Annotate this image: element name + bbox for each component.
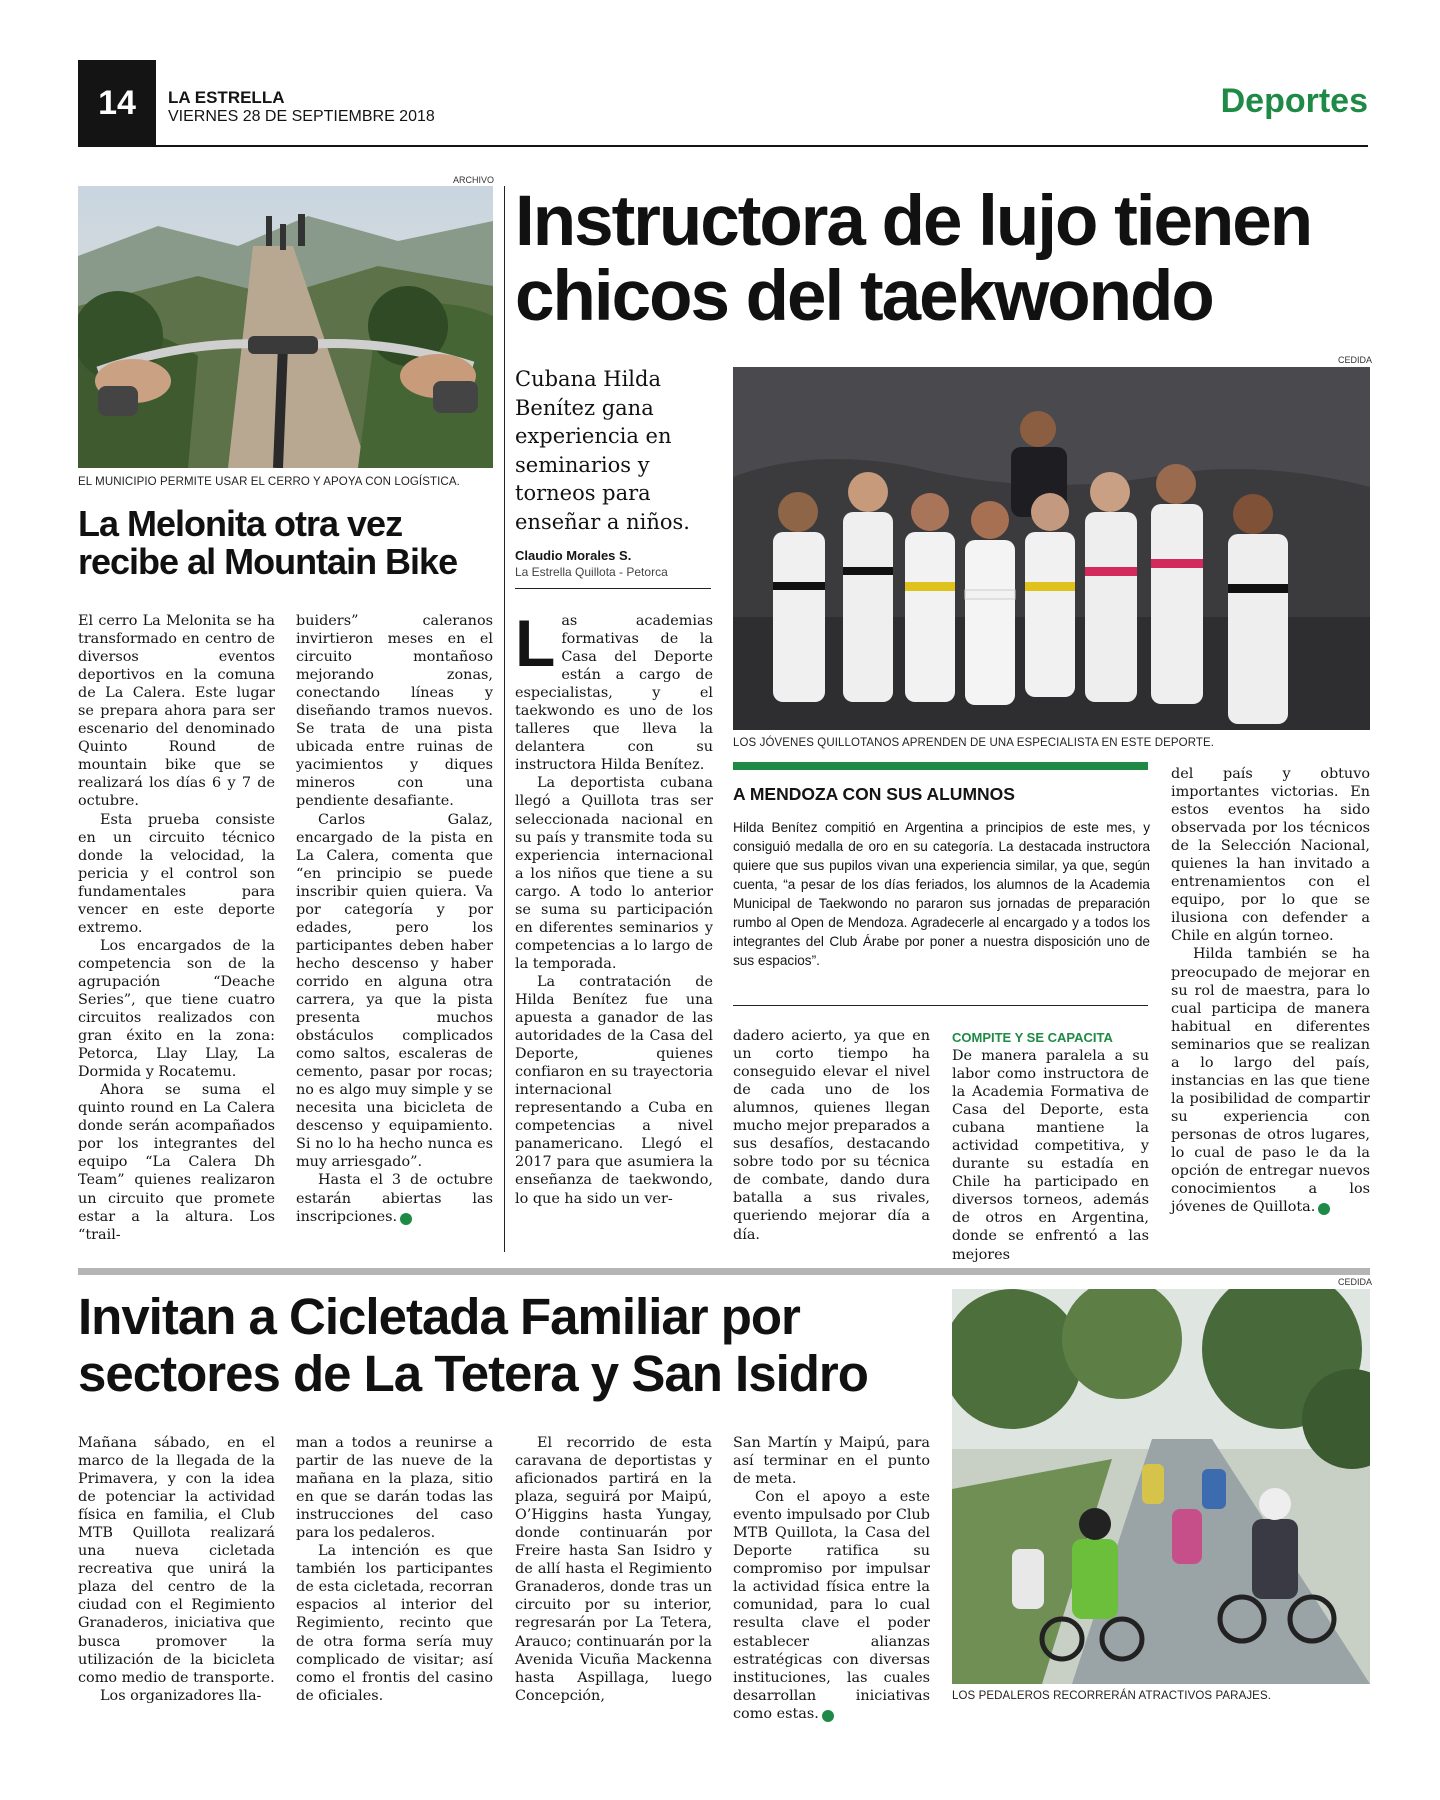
paragraph: Carlos Galaz, encargado de la pista en La Calera, comenta que “en principio se puede inscribir quien quiera. Va por categoría y por edades, pero los participantes deben haber hecho descenso y haber corrido en alguna otra carrera, ya que la pista presenta muchos obstáculos complicados como saltos, escaleras de cemento, pasar por rocas; no es algo muy simple y se necesita una bicicleta de descenso y equipamiento. Si no lo ha hecho nunca es muy arriesgado”. (296, 811, 493, 1171)
paragraph-text: Hilda también se ha preocupado de mejorar en su rol de maestra, para lo cual participa de manera habitual en diferentes seminarios que se realizan a lo largo del país, instancias en las que tiene la posibilidad de compartir su experiencia con personas de otros lugares, lo cual de paso le da la opción de entregar nuevos conocimientos a los jóvenes de Quillota. (1171, 946, 1370, 1216)
paragraph: Esta prueba consiste en un circuito técnico donde la velocidad, la pericia y el control son fundamentales para vencer en este deporte extremo. (78, 811, 275, 936)
melonita-column-2 (296, 612, 493, 1226)
paragraph-text: Hasta el 3 de octubre estarán abiertas las inscripciones. (296, 1172, 493, 1225)
paragraph (733, 1488, 930, 1723)
photo-credit: CEDIDA (1338, 1277, 1373, 1287)
page-number: 14 (78, 60, 156, 146)
paragraph: De manera paralela a su labor como instructora de la Academia Formativa de Casa del Deporte, esta cubana mantiene la actividad competitiva, y durante su estadía en Chile ha participado en diversos torneos, además de otros en Argentina, donde se enfrentó a las mejores (952, 1048, 1149, 1263)
paragraph-text: as academias formativas de la Casa del Deporte están a cargo de especialistas, y el taekwondo es uno de los talleres que lleva la delantera con su instructora Hilda Benítez. (515, 613, 713, 774)
melonita-column-1 (78, 612, 275, 1244)
paragraph: San Martín y Maipú, para así terminar en el punto de meta. (733, 1435, 930, 1488)
paragraph (515, 606, 713, 774)
photo-caption: LOS PEDALEROS RECORRERÁN ATRACTIVOS PARAJES. (952, 1690, 1272, 1702)
paragraph: El recorrido de esta caravana de deportistas y aficionados partirá en la plaza, seguirá por Maipú, O’Higgins hasta Yungay, donde continuarán por Freire hasta San Isidro y de allí hasta el Regimiento Granaderos, donde tras un circuito por su interior, regresarán por La Tetera, Arauco; continuarán por la Avenida Vicuña Mackenna hasta Aspillaga, luego Concepción, (515, 1435, 712, 1704)
cyclists-illustration (952, 1289, 1370, 1684)
cicletada-photo (952, 1289, 1370, 1684)
mountain-bike-photo (78, 186, 493, 468)
circled-check-icon: ✓ (822, 1710, 834, 1722)
photo-caption: LOS JÓVENES QUILLOTANOS APRENDEN DE UNA ESPECIALISTA EN ESTE DEPORTE. (733, 737, 1215, 749)
taekwondo-group-photo (733, 367, 1370, 730)
photo-caption: EL MUNICIPIO PERMITE USAR EL CERRO Y APOYA CON LOGÍSTICA. (78, 476, 460, 488)
drop-cap: L (515, 606, 556, 680)
paragraph: del país y obtuvo importantes victorias. En estos eventos ha sido observada por los técnicos de la Selección Nacional, quienes la han invitado a entrenamientos con el equipo, por lo que se ilusiona con defender a Chile en algún torneo. (1171, 766, 1370, 945)
paragraph: man a todos a reunirse a partir de las nueve de la mañana en la plaza, sitio en que se darán todas las instrucciones del caso para los pedaleros. (296, 1435, 493, 1542)
paragraph: Mañana sábado, en el marco de la llegada de la Primavera, y con la idea de potenciar la actividad física en familia, el Club MTB Quillota realizará una nueva cicletada recreativa que unirá la plaza del centro de la ciudad con el Regimiento Granaderos, iniciativa que busca promover la utilización de la bicicleta como medio de transporte. (78, 1435, 275, 1686)
subhead: COMPITE Y SE CAPACITA (952, 1030, 1113, 1045)
box-accent-bar (733, 762, 1148, 770)
issue-date: VIERNES 28 DE SEPTIEMBRE 2018 (168, 108, 435, 125)
author-name: Claudio Morales S. (515, 548, 632, 563)
cicletada-column-2 (296, 1434, 493, 1705)
paragraph: El cerro La Melonita se ha transformado en centro de diversos eventos deportivos en la comuna de La Calera. Este lugar se prepara ahora para ser escenario del denominado Quinto Round de mountain bike que se realizará los días 6 y 7 de octubre. (78, 613, 275, 810)
headline-melonita: La Melonita otra vez recibe al Mountain Bike (78, 503, 458, 582)
paragraph: La deportista cubana llegó a Quillota tras ser seleccionada nacional en su país y transmite toda su experiencia internacional a los niños que tiene a su cargo. A todo lo anterior se suma su participación en diferentes seminarios y competencias a lo largo de la temporada. (515, 775, 713, 972)
section-divider (78, 1268, 1370, 1275)
box-bottom-rule (733, 1005, 1148, 1006)
box-text: Hilda Benítez compitió en Argentina a principios de este mes, y consiguió medalla de oro en su categoría. La destacada instructora quiere que sus pupilos vivan una experiencia similar, ya que, según cuenta, “a pesar de los días feriados, los alumnos de la Academia Municipal de Taekwondo no pararon sus jornadas de preparación rumbo al Open de Mendoza. Agradecerle al encargado y a todos los integrantes del Club Árabe por poner a nuestra disposición uno de sus espacios”. (733, 820, 1150, 968)
taekwondo-column-4 (1171, 765, 1370, 1216)
circled-check-icon: ✓ (1318, 1203, 1330, 1215)
taekwondo-column-1 (515, 606, 713, 1208)
byline-rule (515, 588, 711, 589)
paper-name: LA ESTRELLA (168, 88, 285, 107)
paragraph: La contratación de Hilda Benítez fue una apuesta a ganador de las autoridades de la Casa del Deporte, quienes confiaron en su trayectoria internacional representando a Cuba en competencias a nivel panamericano. Llegó el 2017 para que asumiera la enseñanza de taekwondo, lo que ha sido un ver- (515, 973, 713, 1207)
headline-taekwondo: Instructora de lujo tienen chicos del taekwondo (515, 182, 1312, 336)
paragraph: La intención es que también los participantes de esta cicletada, recorran espacios al interior del Regimiento, recinto que de otra forma sería muy complicado de visitar; así como el frontis del casino de oficiales. (296, 1543, 493, 1704)
paragraph-text: Con el apoyo a este evento impulsado por Club MTB Quillota, la Casa del Deporte ratifica su compromiso por impulsar la actividad física entre la comunidad, para lo cual resulta clave el poder establecer alianzas estratégicas con diversas instituciones, las cuales desarrollan iniciativas como estas. (733, 1489, 930, 1722)
author-outlet: La Estrella Quillota - Petorca (515, 565, 668, 579)
cicletada-column-4 (733, 1434, 930, 1723)
taekwondo-column-2 (733, 1027, 930, 1244)
paragraph: dadero acierto, ya que en un corto tiempo ha conseguido elevar el nivel de cada uno de los alumnos, quienes llegan mucho mejor preparados a sus desafíos, destacando sobre todo por su técnica de combate, dando dura batalla a sus rivales, queriendo mejorar día a día. (733, 1028, 930, 1243)
column-divider (504, 186, 505, 1252)
cicletada-column-1 (78, 1434, 275, 1705)
paragraph (296, 1171, 493, 1225)
paragraph: Los organizadores lla- (100, 1687, 262, 1704)
paragraph: buiders” caleranos invirtieron meses en el circuito montañoso mejorando zonas, conectando líneas y diseñando tramos nuevos. Se trata de una pista ubicada entre ruinas de yacimientos y diques mineros con una pendiente desafiante. (296, 613, 493, 810)
taekwondo-illustration (733, 367, 1370, 730)
section-label: Deportes (1220, 82, 1368, 120)
taekwondo-column-3 (952, 1047, 1149, 1264)
paragraph: Los encargados de la competencia son de la agrupación “Deache Series”, que tiene cuatro circuitos realizados con gran éxito en la zona: Petorca, Llay Llay, La Dormida y Rocatemu. (78, 937, 275, 1081)
circled-check-icon: ✓ (400, 1213, 412, 1225)
header-rule (78, 145, 1368, 147)
paragraph (1171, 945, 1370, 1216)
box-title: A MENDOZA CON SUS ALUMNOS (733, 784, 1015, 804)
deck-text: Cubana Hilda Benítez gana experiencia en seminarios y torneos para enseñar a niños. (515, 367, 690, 534)
mountain-bike-illustration (78, 186, 493, 468)
photo-credit: ARCHIVO (453, 175, 495, 185)
headline-cicletada: Invitan a Cicletada Familiar por sectores de La Tetera y San Isidro (78, 1288, 868, 1403)
cicletada-column-3 (515, 1434, 712, 1705)
paragraph: Ahora se suma el quinto round en La Calera donde serán acompañados por los integrantes del equipo “La Calera Dh Team” quienes realizaron un circuito que promete estar a la altura. Los “trail- (78, 1082, 275, 1243)
photo-credit: CEDIDA (1338, 355, 1373, 365)
